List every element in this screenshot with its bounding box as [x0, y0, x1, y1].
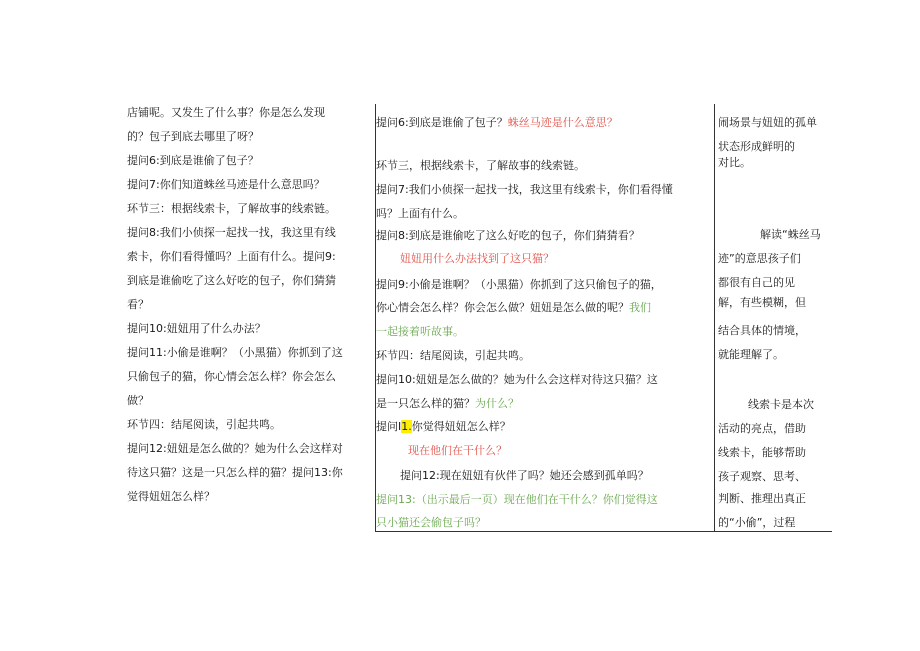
right-line: 活动的亮点，借助	[718, 422, 806, 435]
left-line: 提问8:我们小侦探一起找一找，我这里有线	[127, 226, 336, 239]
mid-line-l13	[376, 420, 511, 434]
l13-text-a: 提问I	[376, 420, 402, 433]
left-line: 环节四：结尾阅读，引起共鸣。	[127, 418, 281, 431]
mid-line-l12	[376, 397, 519, 411]
left-line: 的？包子到底去哪里了呀？	[127, 130, 259, 143]
mid-line: 环节三，根据线索卡，了解故事的线索链。	[376, 159, 585, 172]
mid-line: 提问7:我们小侦探一起找一找，我这里有线索卡，你们看得懂	[376, 183, 673, 196]
left-line: 索卡，你们看得懂吗？上面有什么。提问9:	[127, 250, 336, 263]
right-line: 线索卡，能够帮助	[718, 446, 806, 459]
l8-text: 你心情会怎么样？你会怎么做？妞妞是怎么做的呢？	[376, 301, 629, 314]
l12-text: 是一只怎么样的猫？	[376, 397, 475, 410]
l8-green-note: 我们	[629, 301, 651, 314]
mid-red-note: 妞妞用什么办法找到了这只猫？	[400, 252, 554, 265]
mid-line: 吗？上面有什么。	[376, 207, 464, 220]
right-line: 解，有些模糊，但	[718, 296, 806, 309]
table-border-middle	[714, 104, 715, 531]
left-line: 提问6:到底是谁偷了包子？	[127, 154, 259, 167]
left-line: 觉得妞妞怎么样？	[127, 490, 215, 503]
q6-red-note: 蛛丝马迹是什么意思？	[507, 116, 618, 129]
right-line: 结合具体的情境，	[718, 324, 806, 337]
l13-text-b: 你觉得妞妞怎么样？	[411, 420, 511, 433]
middle-column	[376, 0, 714, 651]
mid-line: 提问10:妞妞是怎么做的？她为什么会这样对待这只猫？这	[376, 373, 658, 386]
right-line: 的“小偷”，过程	[718, 516, 796, 529]
right-line: 解读“蛛丝马	[760, 228, 821, 241]
left-column	[127, 0, 367, 651]
mid-green-note: 一起接着听故事。	[376, 325, 464, 338]
mid-green-note: 提问13:（出示最后一页）现在他们在干什么？你们觉得这	[376, 493, 658, 506]
left-line: 环节三：根据线索卡，了解故事的线索链。	[127, 202, 336, 215]
right-line: 闹场景与妞妞的孤单	[718, 116, 817, 129]
l12-green-note: 为什么？	[475, 397, 519, 410]
left-line: 看？	[127, 298, 149, 311]
mid-line: 提问12:现在妞妞有伙伴了吗？她还会感到孤单吗？	[400, 469, 649, 482]
mid-red-note: 现在他们在干什么？	[408, 444, 507, 457]
right-line: 就能理解了。	[718, 348, 784, 361]
q6-text: 提问6:到底是谁偷了包子？	[376, 116, 508, 129]
left-line: 提问10:妞妞用了什么办法？	[127, 322, 266, 335]
l13-highlight: 1.	[401, 420, 412, 433]
left-line: 待这只猫？这是一只怎么样的猫？提问13:你	[127, 466, 343, 479]
right-line: 孩子观察、思考、	[718, 470, 806, 483]
left-line: 提问11:小偷是谁啊？（小黑猫）你抓到了这	[127, 346, 343, 359]
right-line: 都很有自己的见	[718, 276, 795, 289]
left-line: 到底是谁偷吃了这么好吃的包子，你们猜猜	[127, 274, 336, 287]
mid-line-q6	[376, 116, 618, 130]
left-line: 店铺呢。又发生了什么事？你是怎么发现	[127, 106, 325, 119]
right-line: 判断、推理出真正	[718, 492, 806, 505]
mid-green-note: 只小猫还会偷包子吗？	[376, 516, 486, 529]
left-line: 只偷包子的猫，你心情会怎么样？你会怎么	[127, 370, 336, 383]
left-line: 提问12:妞妞是怎么做的？她为什么会这样对	[127, 442, 343, 455]
right-line: 迹”的意思孩子们	[718, 252, 801, 265]
mid-line: 提问9:小偷是谁啊？（小黑猫）你抓到了这只偷包子的猫，	[376, 278, 662, 291]
mid-line: 提问8:到底是谁偷吃了这么好吃的包子，你们猜猜看？	[376, 229, 640, 242]
left-line: 提问7:你们知道蛛丝马迹是什么意思吗？	[127, 178, 325, 191]
mid-line-l8	[376, 301, 651, 315]
left-line: 做？	[127, 394, 149, 407]
right-line: 线索卡是本次	[748, 398, 814, 411]
right-line: 状态形成鲜明的	[718, 140, 795, 153]
mid-line: 环节四：结尾阅读，引起共鸣。	[376, 349, 530, 362]
right-column	[718, 0, 830, 651]
right-line: 对比。	[718, 156, 751, 169]
